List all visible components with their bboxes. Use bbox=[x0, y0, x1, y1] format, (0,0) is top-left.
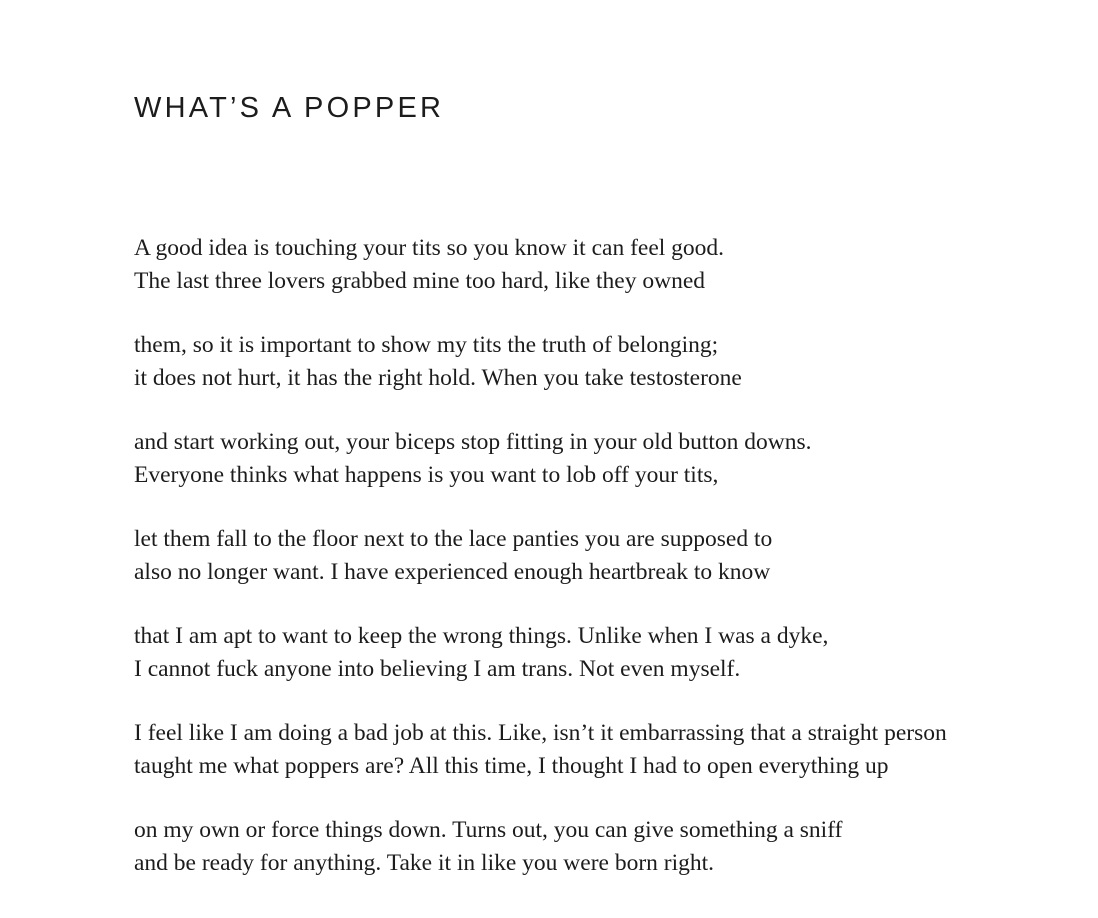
poem-line: it does not hurt, it has the right hold. When you take testosterone bbox=[134, 364, 742, 391]
poem-line: I feel like I am doing a bad job at this. Like, isn’t it embarrassing that a straight person bbox=[134, 720, 947, 746]
poem-title: WHAT’S A POPPER bbox=[134, 92, 445, 124]
poem-line: The last three lovers grabbed mine too hard, like they owned bbox=[134, 267, 705, 294]
poem-line: I cannot fuck anyone into believing I am trans. Not even myself. bbox=[134, 655, 741, 682]
poem-line: taught me what poppers are? All this time, I thought I had to open everything up bbox=[134, 752, 889, 779]
stanza bbox=[134, 426, 1074, 491]
stanza bbox=[134, 232, 1074, 297]
poem-line: also no longer want. I have experienced enough heartbreak to know bbox=[134, 558, 771, 585]
poem-line: A good idea is touching your tits so you know it can feel good. bbox=[134, 235, 725, 261]
poem-line: and start working out, your biceps stop fitting in your old button downs. bbox=[134, 429, 812, 455]
poem-line: that I am apt to want to keep the wrong things. Unlike when I was a dyke, bbox=[134, 623, 829, 649]
stanza bbox=[134, 329, 1074, 394]
poem-body bbox=[134, 232, 1074, 911]
stanza bbox=[134, 523, 1074, 588]
poem-line: on my own or force things down. Turns out, you can give something a sniff bbox=[134, 817, 843, 843]
stanza bbox=[134, 620, 1074, 685]
poem-line: let them fall to the floor next to the lace panties you are supposed to bbox=[134, 526, 773, 552]
stanza bbox=[134, 814, 1074, 879]
poem-line: and be ready for anything. Take it in like you were born right. bbox=[134, 849, 715, 876]
stanza bbox=[134, 717, 1074, 782]
poem-line: Everyone thinks what happens is you want to lob off your tits, bbox=[134, 461, 719, 488]
poem-line: them, so it is important to show my tits the truth of belonging; bbox=[134, 332, 719, 358]
